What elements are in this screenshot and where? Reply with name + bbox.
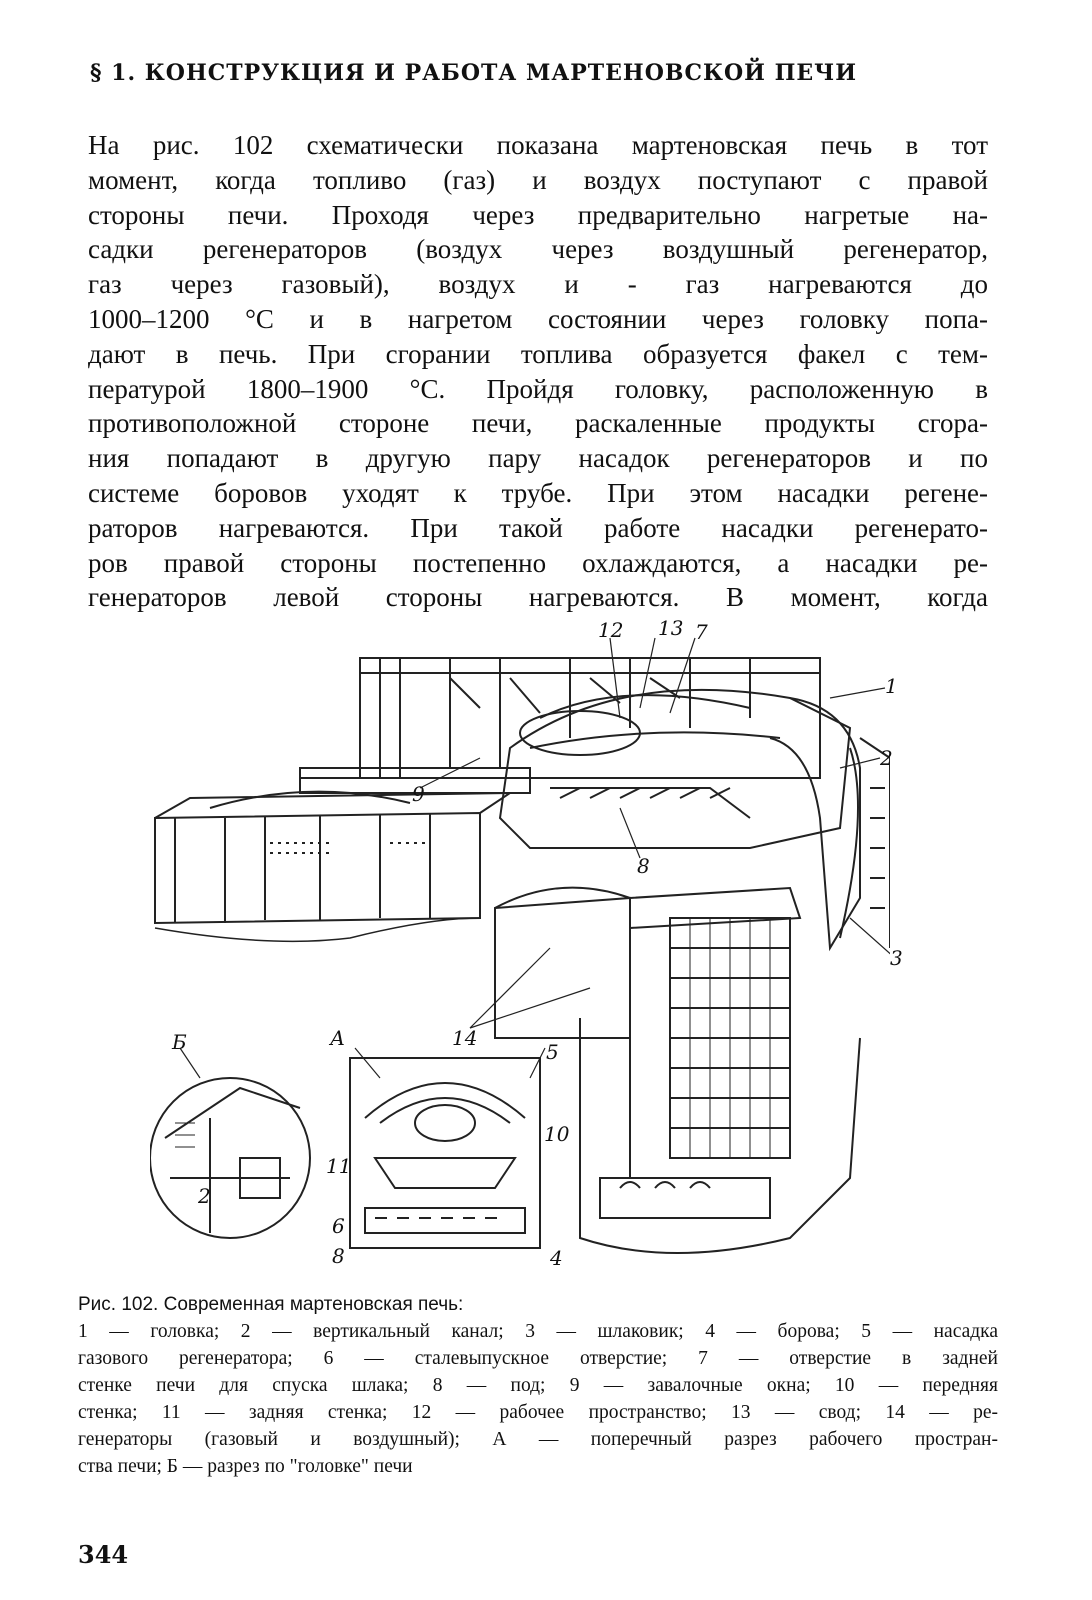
callout-2-inset: 2	[198, 1184, 211, 1208]
callout-2: 2	[880, 746, 893, 770]
text-line: ния попадают в другую пару насадок регенераторов и по	[88, 443, 988, 474]
callout-5: 5	[546, 1040, 559, 1064]
text-line: системе боровов уходят к трубе. При этом насадки регене-	[88, 477, 988, 508]
furnace-head	[770, 698, 890, 948]
caption-line: ства печи; Б — разрез по "головке" печи	[78, 1456, 413, 1477]
callout-a: А	[330, 1026, 346, 1050]
text-line: ров правой стороны постепенно охлаждаются, а насадки ре-	[88, 547, 988, 578]
page-number: 344	[78, 1540, 129, 1569]
callout-1: 1	[885, 674, 898, 698]
text-line: пературой 1800–1900 °С. Пройдя головку, расположенную в	[88, 373, 988, 404]
figure-caption	[78, 1292, 998, 1480]
caption-line: стенке печи для спуска шлака; 8 — под; 9 — завалочные окна; 10 — передняя	[78, 1375, 998, 1396]
inset-a-cross-section	[350, 1058, 540, 1248]
text-line: газ через газовый), воздух и - газ нагреваются до	[88, 269, 988, 300]
caption-line: 1 — головка; 2 — вертикальный канал; 3 — шлаковик; 4 — борова; 5 — насадка	[78, 1321, 998, 1342]
callout-7: 7	[695, 620, 708, 644]
text-line: 1000–1200 °С и в нагретом состоянии через головку попа-	[88, 303, 988, 334]
front-regenerator	[495, 888, 860, 1253]
callout-6: 6	[332, 1214, 345, 1238]
callout-b: Б	[172, 1030, 187, 1054]
callout-9: 9	[412, 782, 425, 806]
left-regenerators	[155, 792, 510, 923]
leader-lines	[180, 638, 890, 1078]
caption-line: генераторы (газовый и воздушный); А — поперечный разрез рабочего простран-	[78, 1429, 998, 1450]
callout-8: 8	[637, 854, 650, 878]
hearth	[500, 690, 850, 848]
section-heading: § 1. КОНСТРУКЦИЯ И РАБОТА МАРТЕНОВСКОЙ ПЕЧИ	[90, 60, 858, 86]
callout-14: 14	[452, 1026, 478, 1050]
caption-line: газового регенератора; 6 — сталевыпускное отверстие; 7 — отверстие в задней	[78, 1348, 998, 1369]
text-line: садки регенераторов (воздух через воздушный регенератор,	[88, 234, 988, 265]
callout-10: 10	[544, 1122, 570, 1146]
text-line: противоположной стороне печи, раскаленные продукты сгора-	[88, 408, 988, 439]
body-paragraph	[88, 128, 988, 615]
callout-12: 12	[598, 618, 624, 642]
caption-title: Рис. 102. Современная мартеновская печь:	[78, 1294, 464, 1315]
callout-8-inset: 8	[332, 1244, 345, 1268]
text-line: дают в печь. При сгорании топлива образуется факел с тем-	[88, 338, 988, 369]
furnace-illustration	[150, 618, 890, 1278]
callout-4: 4	[550, 1246, 563, 1270]
callout-13: 13	[658, 616, 684, 640]
text-line: раторов нагреваются. При такой работе насадки регенерато-	[88, 512, 988, 543]
text-line: На рис. 102 схематически показана мартеновская печь в тот	[88, 130, 988, 160]
inset-b-section	[150, 1078, 310, 1238]
callout-11: 11	[326, 1154, 352, 1178]
building-frame	[360, 658, 820, 778]
text-line: стороны печи. Проходя через предварительно нагретые на-	[88, 199, 988, 230]
callout-3: 3	[890, 946, 903, 970]
text-line: генераторов левой стороны нагреваются. В момент, когда	[88, 582, 988, 613]
caption-line: стенка; 11 — задняя стенка; 12 — рабочее пространство; 13 — свод; 14 — ре-	[78, 1402, 998, 1423]
text-line: момент, когда топливо (газ) и воздух поступают с правой	[88, 164, 988, 195]
